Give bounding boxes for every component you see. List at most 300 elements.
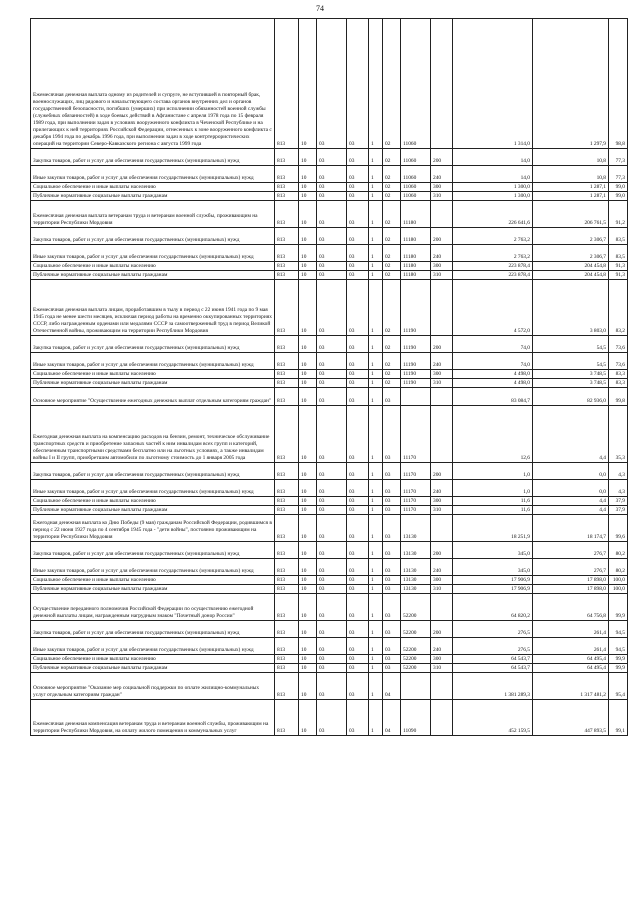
- amount-cell: 447 893,5: [533, 700, 609, 736]
- code-cell: 03: [317, 271, 347, 280]
- code-cell: 03: [317, 506, 347, 515]
- code-cell: 813: [275, 638, 299, 655]
- amount-cell: 91,3: [609, 262, 628, 271]
- table-row: [31, 542, 628, 559]
- code-cell: 52200: [401, 638, 431, 655]
- amount-cell: 73,6: [609, 353, 628, 370]
- code-cell: 813: [275, 515, 299, 542]
- code-cell: [401, 388, 431, 406]
- code-cell: 13130: [401, 576, 431, 585]
- code-cell: 03: [383, 594, 401, 621]
- code-cell: 10: [299, 201, 317, 228]
- amount-cell: 2 306,7: [533, 245, 609, 262]
- table-row: [31, 379, 628, 388]
- row-name-cell: Ежемесячная денежная выплата ветеранам труда и ветеранам военной службы, проживающим на территории Республики Мордовия: [31, 201, 275, 228]
- code-cell: 03: [347, 506, 369, 515]
- table-row: [31, 638, 628, 655]
- amount-cell: 4,4: [533, 406, 609, 463]
- code-cell: 240: [431, 353, 453, 370]
- code-cell: 03: [317, 183, 347, 192]
- code-cell: 11170: [401, 463, 431, 480]
- table-row: [31, 201, 628, 228]
- code-cell: 03: [317, 245, 347, 262]
- code-cell: 10: [299, 463, 317, 480]
- code-cell: 10: [299, 576, 317, 585]
- code-cell: 03: [347, 201, 369, 228]
- code-cell: 1: [369, 228, 383, 245]
- amount-cell: 2 763,2: [453, 245, 533, 262]
- row-name-cell: Социальное обеспечение и иные выплаты населению: [31, 576, 275, 585]
- code-cell: 10: [299, 166, 317, 183]
- amount-cell: 2 306,7: [533, 228, 609, 245]
- code-cell: 10: [299, 406, 317, 463]
- row-name-cell: Закупка товаров, работ и услуг для обеспечения государственных (муниципальных) нужд: [31, 228, 275, 245]
- amount-cell: 37,9: [609, 497, 628, 506]
- code-cell: 03: [317, 280, 347, 336]
- code-cell: 813: [275, 262, 299, 271]
- code-cell: 10: [299, 370, 317, 379]
- code-cell: 1: [369, 388, 383, 406]
- code-cell: 10: [299, 506, 317, 515]
- amount-cell: 37,9: [609, 506, 628, 515]
- table-row: [31, 336, 628, 353]
- amount-cell: 99,1: [609, 700, 628, 736]
- code-cell: 1: [369, 262, 383, 271]
- amount-cell: 11,6: [453, 506, 533, 515]
- amount-cell: 64 756,8: [533, 594, 609, 621]
- code-cell: 300: [431, 262, 453, 271]
- amount-cell: 10,8: [533, 149, 609, 166]
- code-cell: 03: [317, 542, 347, 559]
- code-cell: 03: [383, 621, 401, 638]
- code-cell: 03: [347, 245, 369, 262]
- amount-cell: 35,3: [609, 406, 628, 463]
- table-row: [31, 673, 628, 700]
- code-cell: 03: [317, 638, 347, 655]
- code-cell: [431, 201, 453, 228]
- code-cell: 03: [317, 228, 347, 245]
- code-cell: 52200: [401, 621, 431, 638]
- code-cell: 1: [369, 700, 383, 736]
- amount-cell: 14,0: [453, 166, 533, 183]
- amount-cell: 261,4: [533, 621, 609, 638]
- amount-cell: 1 314,0: [453, 19, 533, 149]
- code-cell: 1: [369, 370, 383, 379]
- amount-cell: 91,3: [609, 271, 628, 280]
- code-cell: 10: [299, 559, 317, 576]
- amount-cell: 80,2: [609, 542, 628, 559]
- code-cell: 02: [383, 245, 401, 262]
- code-cell: 1: [369, 515, 383, 542]
- code-cell: 11180: [401, 201, 431, 228]
- code-cell: 813: [275, 192, 299, 201]
- code-cell: 1: [369, 166, 383, 183]
- code-cell: 310: [431, 271, 453, 280]
- amount-cell: 4 498,0: [453, 370, 533, 379]
- amount-cell: 99,9: [609, 664, 628, 673]
- code-cell: [431, 388, 453, 406]
- amount-cell: 276,5: [453, 638, 533, 655]
- code-cell: 200: [431, 336, 453, 353]
- code-cell: 1: [369, 638, 383, 655]
- amount-cell: 18 174,7: [533, 515, 609, 542]
- amount-cell: 345,0: [453, 542, 533, 559]
- code-cell: 1: [369, 664, 383, 673]
- amount-cell: 17 906,9: [453, 576, 533, 585]
- code-cell: 03: [347, 700, 369, 736]
- amount-cell: 3 748,5: [533, 379, 609, 388]
- code-cell: 04: [383, 673, 401, 700]
- code-cell: 300: [431, 655, 453, 664]
- code-cell: 813: [275, 576, 299, 585]
- amount-cell: 1 381 289,3: [453, 673, 533, 700]
- amount-cell: 2 763,2: [453, 228, 533, 245]
- amount-cell: 206 761,5: [533, 201, 609, 228]
- amount-cell: 0,0: [533, 480, 609, 497]
- table-row: [31, 245, 628, 262]
- code-cell: 03: [347, 192, 369, 201]
- amount-cell: 99,0: [609, 183, 628, 192]
- code-cell: 03: [317, 19, 347, 149]
- code-cell: 10: [299, 183, 317, 192]
- amount-cell: 99,8: [609, 388, 628, 406]
- amount-cell: 54,5: [533, 353, 609, 370]
- code-cell: 03: [347, 497, 369, 506]
- code-cell: 03: [317, 621, 347, 638]
- code-cell: 03: [347, 370, 369, 379]
- code-cell: 300: [431, 576, 453, 585]
- row-name-cell: Ежемесячная денежная выплата одному из родителей и супруге, не вступившей в повторный брак, военнослужащих, лиц рядового и начальствующего состава органов внутренних дел и органов государственной безопасности, погибших (умерших) при исполнении обязанностей военной службы (служебных обязанностей) в ходе боевых действий в Афганистане с апреля 1978 года по 15 февраля 1989 года, при выполнении задач в условиях вооруженного конфликта в Чеченской Республике и на прилегающих к ней территориях Российской Федерации, отнесенных к зоне вооруженного конфликта с декабря 1994 года по декабрь 1996 года, при выполнении задач в ходе контртеррористических операций на территории Северо-Кавказского региона с августа 1999 года: [31, 19, 275, 149]
- amount-cell: 1 287,1: [533, 192, 609, 201]
- row-name-cell: Ежемесячная денежная компенсация ветеранам труда и ветеранам военной службы, проживающим на территории Республики Мордовия, на оплату жилого помещения и коммунальных услуг: [31, 700, 275, 736]
- code-cell: 11170: [401, 406, 431, 463]
- code-cell: 03: [383, 463, 401, 480]
- amount-cell: 80,2: [609, 559, 628, 576]
- code-cell: 1: [369, 655, 383, 664]
- row-name-cell: Социальное обеспечение и иные выплаты населению: [31, 262, 275, 271]
- amount-cell: 17 898,0: [533, 576, 609, 585]
- code-cell: 813: [275, 245, 299, 262]
- code-cell: 200: [431, 542, 453, 559]
- code-cell: 11180: [401, 228, 431, 245]
- row-name-cell: Закупка товаров, работ и услуг для обеспечения государственных (муниципальных) нужд: [31, 149, 275, 166]
- code-cell: 02: [383, 149, 401, 166]
- table-row: [31, 559, 628, 576]
- row-name-cell: Публичные нормативные социальные выплаты гражданам: [31, 664, 275, 673]
- code-cell: 03: [383, 497, 401, 506]
- amount-cell: 1,0: [453, 463, 533, 480]
- row-name-cell: Закупка товаров, работ и услуг для обеспечения государственных (муниципальных) нужд: [31, 542, 275, 559]
- row-name-cell: Иные закупки товаров, работ и услуг для обеспечения государственных (муниципальных) нужд: [31, 166, 275, 183]
- amount-cell: 98,8: [609, 19, 628, 149]
- code-cell: 813: [275, 664, 299, 673]
- code-cell: 813: [275, 353, 299, 370]
- code-cell: 813: [275, 655, 299, 664]
- amount-cell: 82 936,0: [533, 388, 609, 406]
- code-cell: 03: [317, 515, 347, 542]
- code-cell: 1: [369, 183, 383, 192]
- code-cell: 813: [275, 228, 299, 245]
- table-row: [31, 370, 628, 379]
- code-cell: 10: [299, 621, 317, 638]
- amount-cell: 1 300,0: [453, 183, 533, 192]
- table-row: [31, 664, 628, 673]
- amount-cell: 95,4: [609, 673, 628, 700]
- code-cell: 11180: [401, 271, 431, 280]
- code-cell: 1: [369, 245, 383, 262]
- code-cell: 200: [431, 149, 453, 166]
- code-cell: 03: [347, 262, 369, 271]
- amount-cell: 226 641,6: [453, 201, 533, 228]
- code-cell: 03: [383, 388, 401, 406]
- code-cell: 03: [347, 576, 369, 585]
- code-cell: 10: [299, 280, 317, 336]
- code-cell: 1: [369, 585, 383, 594]
- code-cell: 52200: [401, 664, 431, 673]
- code-cell: 10: [299, 379, 317, 388]
- amount-cell: 4,3: [609, 480, 628, 497]
- amount-cell: 17 898,0: [533, 585, 609, 594]
- row-name-cell: Осуществление переданного полномочия Российской Федерации по осуществлению ежегодной денежной выплаты лицам, награжденным нагрудным знаком "Почетный донор России": [31, 594, 275, 621]
- code-cell: 813: [275, 463, 299, 480]
- code-cell: 10: [299, 638, 317, 655]
- code-cell: 1: [369, 406, 383, 463]
- code-cell: 03: [347, 183, 369, 192]
- code-cell: 11170: [401, 497, 431, 506]
- code-cell: 02: [383, 166, 401, 183]
- code-cell: 02: [383, 379, 401, 388]
- code-cell: 10: [299, 480, 317, 497]
- amount-cell: 94,5: [609, 638, 628, 655]
- code-cell: 813: [275, 480, 299, 497]
- code-cell: 1: [369, 271, 383, 280]
- code-cell: 03: [347, 585, 369, 594]
- table-row: [31, 621, 628, 638]
- row-name-cell: Иные закупки товаров, работ и услуг для обеспечения государственных (муниципальных) нужд: [31, 559, 275, 576]
- amount-cell: 276,5: [453, 621, 533, 638]
- amount-cell: 99,0: [609, 192, 628, 201]
- code-cell: 04: [383, 700, 401, 736]
- code-cell: [431, 406, 453, 463]
- amount-cell: 73,6: [609, 336, 628, 353]
- row-name-cell: Публичные нормативные социальные выплаты гражданам: [31, 379, 275, 388]
- code-cell: 10: [299, 673, 317, 700]
- amount-cell: 17 906,9: [453, 585, 533, 594]
- amount-cell: 74,0: [453, 336, 533, 353]
- code-cell: [431, 19, 453, 149]
- table-row: [31, 576, 628, 585]
- code-cell: 1: [369, 336, 383, 353]
- code-cell: 10: [299, 149, 317, 166]
- code-cell: 813: [275, 700, 299, 736]
- amount-cell: 94,5: [609, 621, 628, 638]
- row-name-cell: Социальное обеспечение и иные выплаты населению: [31, 497, 275, 506]
- code-cell: 13130: [401, 585, 431, 594]
- amount-cell: 100,0: [609, 585, 628, 594]
- code-cell: 240: [431, 638, 453, 655]
- code-cell: 03: [317, 594, 347, 621]
- code-cell: 1: [369, 506, 383, 515]
- code-cell: 03: [347, 480, 369, 497]
- table-row: [31, 280, 628, 336]
- code-cell: 03: [317, 379, 347, 388]
- amount-cell: 204 454,8: [533, 271, 609, 280]
- code-cell: 813: [275, 542, 299, 559]
- code-cell: 03: [317, 576, 347, 585]
- code-cell: 03: [383, 655, 401, 664]
- code-cell: 200: [431, 621, 453, 638]
- code-cell: 03: [383, 559, 401, 576]
- amount-cell: 223 878,4: [453, 271, 533, 280]
- amount-cell: 99,6: [609, 515, 628, 542]
- amount-cell: 64 543,7: [453, 664, 533, 673]
- code-cell: 813: [275, 621, 299, 638]
- code-cell: 1: [369, 379, 383, 388]
- code-cell: 813: [275, 379, 299, 388]
- code-cell: 02: [383, 183, 401, 192]
- row-name-cell: Закупка товаров, работ и услуг для обеспечения государственных (муниципальных) нужд: [31, 621, 275, 638]
- amount-cell: 83,5: [609, 228, 628, 245]
- code-cell: 03: [347, 594, 369, 621]
- code-cell: 11190: [401, 336, 431, 353]
- code-cell: 03: [383, 664, 401, 673]
- code-cell: 10: [299, 336, 317, 353]
- code-cell: 02: [383, 370, 401, 379]
- amount-cell: 83,5: [609, 245, 628, 262]
- code-cell: 300: [431, 497, 453, 506]
- table-row: [31, 149, 628, 166]
- page-number: 74: [316, 4, 324, 13]
- code-cell: 03: [317, 370, 347, 379]
- row-name-cell: Социальное обеспечение и иные выплаты населению: [31, 655, 275, 664]
- code-cell: 813: [275, 336, 299, 353]
- code-cell: 03: [317, 700, 347, 736]
- code-cell: 1: [369, 594, 383, 621]
- code-cell: 11060: [401, 192, 431, 201]
- table-row: [31, 406, 628, 463]
- code-cell: 10: [299, 388, 317, 406]
- table-row: [31, 480, 628, 497]
- code-cell: 10: [299, 19, 317, 149]
- code-cell: 02: [383, 19, 401, 149]
- code-cell: 02: [383, 228, 401, 245]
- code-cell: 1: [369, 353, 383, 370]
- code-cell: 03: [317, 201, 347, 228]
- amount-cell: 4 498,0: [453, 379, 533, 388]
- row-name-cell: Публичные нормативные социальные выплаты гражданам: [31, 585, 275, 594]
- amount-cell: 3 803,0: [533, 280, 609, 336]
- code-cell: 10: [299, 497, 317, 506]
- amount-cell: 345,0: [453, 559, 533, 576]
- code-cell: 813: [275, 183, 299, 192]
- amount-cell: 74,0: [453, 353, 533, 370]
- amount-cell: 4,4: [533, 506, 609, 515]
- table-row: [31, 506, 628, 515]
- code-cell: 813: [275, 19, 299, 149]
- code-cell: [431, 673, 453, 700]
- code-cell: 03: [347, 271, 369, 280]
- code-cell: 1: [369, 19, 383, 149]
- code-cell: 02: [383, 280, 401, 336]
- code-cell: 03: [317, 664, 347, 673]
- amount-cell: 64 495,4: [533, 664, 609, 673]
- code-cell: 310: [431, 379, 453, 388]
- code-cell: 11190: [401, 280, 431, 336]
- code-cell: 10: [299, 585, 317, 594]
- code-cell: 1: [369, 280, 383, 336]
- amount-cell: 64 543,7: [453, 655, 533, 664]
- row-name-cell: Социальное обеспечение и иные выплаты населению: [31, 370, 275, 379]
- amount-cell: 276,7: [533, 542, 609, 559]
- code-cell: 11170: [401, 506, 431, 515]
- code-cell: 11090: [401, 700, 431, 736]
- budget-table: [30, 18, 628, 736]
- row-name-cell: Публичные нормативные социальные выплаты гражданам: [31, 192, 275, 201]
- amount-cell: 100,0: [609, 576, 628, 585]
- code-cell: 813: [275, 497, 299, 506]
- amount-cell: 223 878,4: [453, 262, 533, 271]
- code-cell: 11060: [401, 149, 431, 166]
- amount-cell: 0,0: [533, 463, 609, 480]
- amount-cell: 1 317 481,2: [533, 673, 609, 700]
- code-cell: 813: [275, 559, 299, 576]
- table-row: [31, 262, 628, 271]
- code-cell: 240: [431, 166, 453, 183]
- code-cell: 03: [317, 655, 347, 664]
- code-cell: [401, 673, 431, 700]
- code-cell: 10: [299, 192, 317, 201]
- amount-cell: 4,3: [609, 463, 628, 480]
- code-cell: [431, 700, 453, 736]
- code-cell: 03: [347, 638, 369, 655]
- code-cell: 1: [369, 149, 383, 166]
- code-cell: 13130: [401, 542, 431, 559]
- code-cell: 03: [317, 336, 347, 353]
- row-name-cell: Основное мероприятие "Осуществление ежегодных денежных выплат отдельным категориям граждан": [31, 388, 275, 406]
- table-row: [31, 594, 628, 621]
- amount-cell: 1,0: [453, 480, 533, 497]
- code-cell: [431, 280, 453, 336]
- code-cell: 03: [317, 192, 347, 201]
- code-cell: 03: [347, 664, 369, 673]
- code-cell: 813: [275, 673, 299, 700]
- code-cell: 03: [347, 655, 369, 664]
- code-cell: 813: [275, 201, 299, 228]
- row-name-cell: Ежегодная денежная выплата ко Дню Победы (9 мая) гражданам Российской Федерации, родившимся в период с 22 июня 1927 года по 4 сентября 1945 года - "дети войны", постоянно проживающим на территории Республики Мордовия: [31, 515, 275, 542]
- code-cell: 03: [347, 515, 369, 542]
- amount-cell: 54,5: [533, 336, 609, 353]
- code-cell: 13130: [401, 515, 431, 542]
- code-cell: 03: [317, 480, 347, 497]
- code-cell: 300: [431, 183, 453, 192]
- code-cell: 813: [275, 594, 299, 621]
- code-cell: 03: [347, 149, 369, 166]
- row-name-cell: Публичные нормативные социальные выплаты гражданам: [31, 506, 275, 515]
- code-cell: 03: [347, 406, 369, 463]
- code-cell: 02: [383, 201, 401, 228]
- table-row: [31, 192, 628, 201]
- row-name-cell: Социальное обеспечение и иные выплаты населению: [31, 183, 275, 192]
- amount-cell: 77,3: [609, 166, 628, 183]
- code-cell: 13130: [401, 559, 431, 576]
- code-cell: 03: [383, 406, 401, 463]
- code-cell: 10: [299, 542, 317, 559]
- amount-cell: 83,3: [609, 379, 628, 388]
- code-cell: 240: [431, 245, 453, 262]
- code-cell: 02: [383, 192, 401, 201]
- row-name-cell: Основное мероприятие "Оказание мер социальной поддержки по оплате жилищно-коммунальных услуг отдельным категориям граждан": [31, 673, 275, 700]
- code-cell: 813: [275, 585, 299, 594]
